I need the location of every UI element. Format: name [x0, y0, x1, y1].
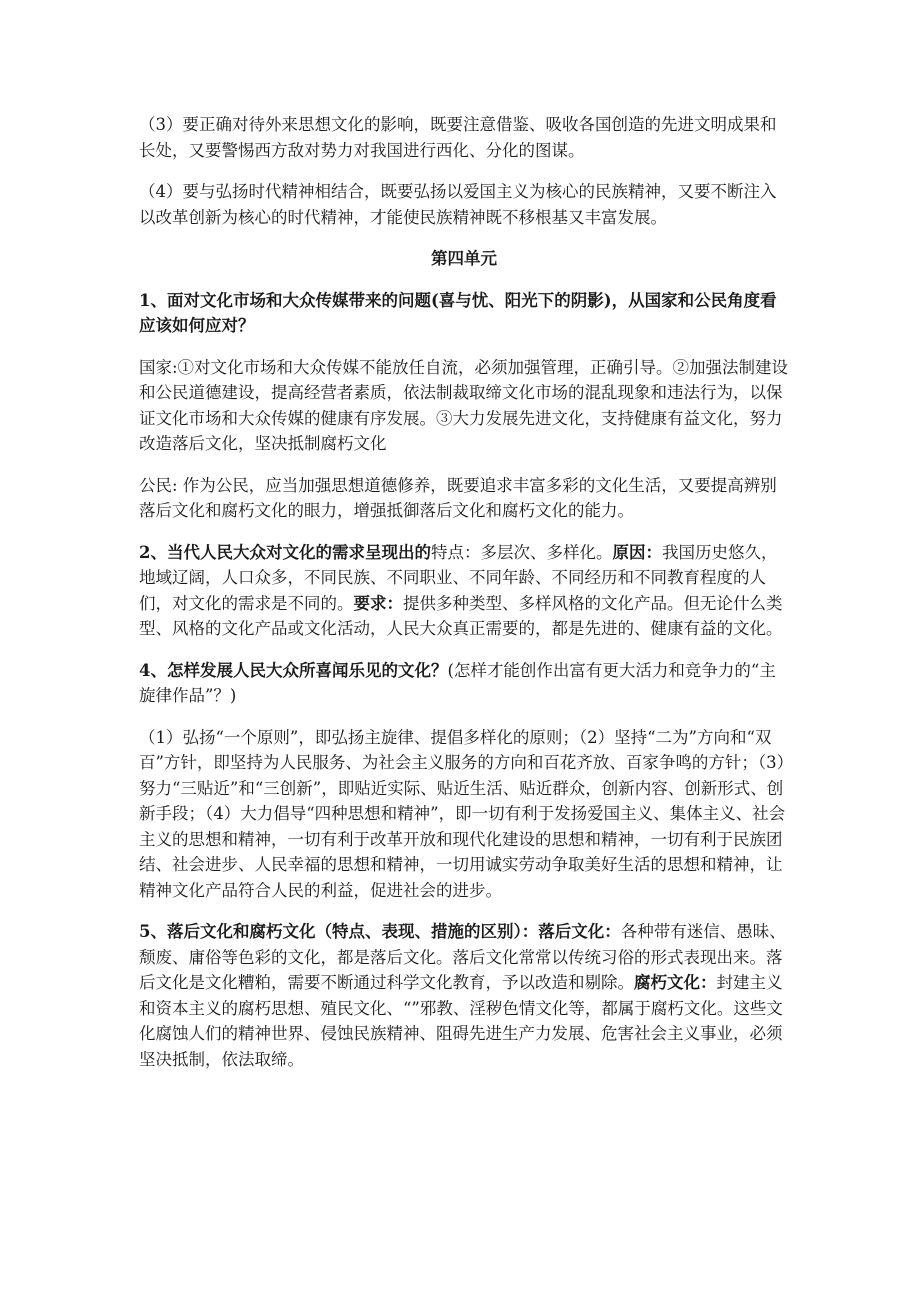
- q5-backward: 各种带有迷信、愚昧、颓废、庸俗等色彩的文化，都是落后文化。落后文化常常以传统习俗的形式表现出来。落后文化是文化糟粕，需要不断通过科学文化教育，予以改造和剔除。: [139, 922, 786, 992]
- q4-title: 4、怎样发展人民大众所喜闻乐见的文化？: [139, 660, 448, 680]
- q1-title: 1、面对文化市场和大众传媒带来的问题(喜与忧、阳光下的阴影)，从国家和公民角度看应该如何应对？: [139, 290, 777, 335]
- q5-decadent: 封建主义和资本主义的腐朽思想、殖民文化、“”邪教、淫秽色情文化等，都属于腐朽文化。这些文化腐蚀人们的精神世界、侵蚀民族精神、阻碍先进生产力发展、危害社会主义事业，必须坚决抵制，依法取缔。: [139, 973, 783, 1069]
- q2-title: 2、当代人民大众对文化的需求呈现出的: [139, 542, 431, 562]
- q4-subtitle: (怎样才能创作出富有更大活力和竞争力的“主旋律作品”？): [139, 660, 776, 705]
- q2-features: 特点：多层次、多样化。: [430, 542, 613, 562]
- q4-body: （1）弘扬“一个原则”，即弘扬主旋律、提倡多样化的原则；（2）坚持“二为”方向和“双百”方针，即坚持为人民服务、为社会主义服务的方向和百花齐放、百家争鸣的方针；（3）努力“三贴近”和“三创新”，即贴近实际、贴近生活、贴近群众，创新内容、创新形式、创新手段；（4）大力倡导“四种思想和精神”，即一切有利于发扬爱国主义、集体主义、社会主义的思想和精神，一切有利于改革开放和现代化建设的思想和精神，一切有利于民族团结、社会进步、人民幸福的思想和精神，一切用诚实劳动争取美好生活的思想和精神，让精神文化产品符合人民的利益，促进社会的进步。: [139, 727, 786, 900]
- q2-requirement: 提供多种类型、多样风格的文化产品。但无论什么类型、风格的文化产品或文化活动，人民大众真正需要的，都是先进的、健康有益的文化。: [139, 593, 783, 638]
- unit-title: 第四单元: [431, 249, 497, 268]
- q5-title: 5、落后文化和腐朽文化（特点、表现、措施的区别）：: [139, 922, 539, 941]
- paragraph-4: （4）要与弘扬时代精神相结合，既要弘扬以爱国主义为核心的民族精神，又要不断注入以改革创新为核心的时代精神，才能使民族精神既不移根基又丰富发展。: [139, 182, 777, 227]
- q4-heading: [139, 658, 789, 709]
- q2-reason: 我国历史悠久，地域辽阔，人口众多，不同民族、不同职业、不同年龄、不同经历和不同教育程度的人们，对文化的需求是不同的。: [139, 542, 778, 613]
- q2-reason-label: 原因：: [612, 542, 662, 562]
- q1-citizen-answer: 公民: 作为公民，应当加强思想道德修养，既要追求丰富多彩的文化生活，又要提高辨别落后文化和腐朽文化的眼力，增强抵御落后文化和腐朽文化的能力。: [139, 475, 777, 520]
- paragraph-3: （3）要正确对待外来思想文化的影响，既要注意借鉴、吸收各国创造的先进文明成果和长处，又要警惕西方敌对势力对我国进行西化、分化的图谋。: [139, 115, 777, 160]
- q2-requirement-label: 要求：: [353, 593, 403, 613]
- q5-paragraph: [139, 919, 789, 1072]
- q2-paragraph: [139, 540, 789, 642]
- q5-decadent-label: 腐朽文化：: [634, 973, 717, 992]
- q1-state-answer: 国家:①对文化市场和大众传媒不能放任自流，必须加强管理，正确引导。②加强法制建设和公民道德建设，提高经营者素质，依法制裁取缔文化市场的混乱现象和违法行为，以保证文化市场和大众传媒的健康有序发展。③大力发展先进文化，支持健康有益文化，努力改造落后文化，坚决抵制腐朽文化: [139, 357, 789, 453]
- q5-backward-label: 落后文化：: [538, 922, 621, 941]
- document-page: [139, 112, 789, 1088]
